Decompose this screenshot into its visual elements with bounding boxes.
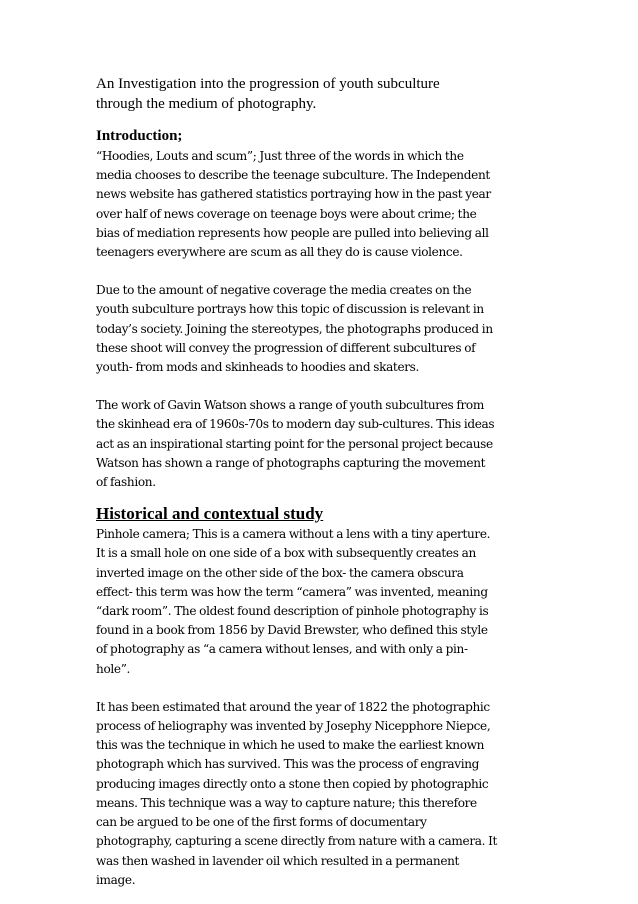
intro-paragraph [96, 147, 556, 262]
text-line: was then washed in lavender oil which resulted in a permanent [96, 853, 460, 868]
text-line: “Hoodies, Louts and scum”; Just three of the words in which the [96, 149, 464, 163]
text-line: teenagers everywhere are scum as all they do is cause violence. [96, 245, 463, 260]
text-line: image. [96, 872, 136, 887]
introduction-heading: Introduction; [96, 128, 183, 144]
text-line: can be argued to be one of the first forms of documentary [96, 815, 427, 830]
title-line: An Investigation into the progression of youth subculture [96, 76, 440, 92]
intro-paragraph [96, 281, 556, 377]
text-line: means. This technique was a way to capture nature; this therefore [96, 795, 477, 810]
text-line: process of heliography was invented by Josephy Nicepphore Niepce, [96, 719, 491, 734]
text-line: act as an inspirational starting point for the personal project because [96, 436, 493, 451]
history-paragraph [96, 698, 556, 890]
historical-study-heading: Historical and contextual study [96, 504, 324, 524]
text-line: over half of news coverage on teenage boys were about crime; the [96, 206, 477, 221]
text-line: youth- from mods and skinheads to hoodies and skaters. [96, 360, 420, 375]
text-line: media chooses to describe the teenage subculture. The Independent [96, 168, 490, 183]
text-line: It has been estimated that around the year of 1822 the photographic [96, 699, 490, 714]
document-title [96, 74, 556, 114]
title-line: through the medium of photography. [96, 96, 317, 112]
intro-paragraph [96, 396, 556, 492]
text-line: today’s society. Joining the stereotypes, the photographs produced in [96, 321, 493, 336]
text-line: these shoot will convey the progression of different subcultures of [96, 340, 476, 355]
text-line: The work of Gavin Watson shows a range of youth subcultures from [96, 398, 484, 413]
text-line: youth subculture portrays how this topic of discussion is relevant in [96, 302, 484, 317]
text-line: of photography as “a camera without lenses, and with only a pin- [96, 642, 468, 657]
text-line: this was the technique in which he used to make the earliest known [96, 738, 485, 753]
text-line: Pinhole camera; This is a camera without a lens with a tiny aperture. [96, 527, 491, 542]
document-page [96, 74, 556, 890]
text-line: Watson has shown a range of photographs capturing the movement [96, 455, 486, 470]
text-line: of fashion. [96, 475, 156, 490]
text-line: hole”. [96, 661, 131, 676]
text-line: the skinhead era of 1960s-70s to modern day sub-cultures. This ideas [96, 417, 495, 432]
history-paragraph [96, 525, 556, 679]
text-line: producing images directly onto a stone then copied by photographic [96, 776, 489, 791]
text-line: news website has gathered statistics portraying how in the past year [96, 187, 491, 202]
text-line: inverted image on the other side of the box- the camera obscura [96, 565, 464, 580]
text-line: It is a small hole on one side of a box with subsequently creates an [96, 546, 476, 561]
text-line: “dark room”. The oldest found description of pinhole photography is [96, 604, 489, 619]
text-line: photograph which has survived. This was the process of engraving [96, 757, 480, 772]
text-line: photography, capturing a scene directly from nature with a camera. It [96, 834, 498, 849]
text-line: found in a book from 1856 by David Brewster, who defined this style [96, 623, 488, 638]
text-line: Due to the amount of negative coverage the media creates on the [96, 283, 472, 298]
text-line: effect- this term was how the term “camera” was invented, meaning [96, 584, 488, 599]
text-line: bias of mediation represents how people are pulled into believing all [96, 225, 489, 240]
